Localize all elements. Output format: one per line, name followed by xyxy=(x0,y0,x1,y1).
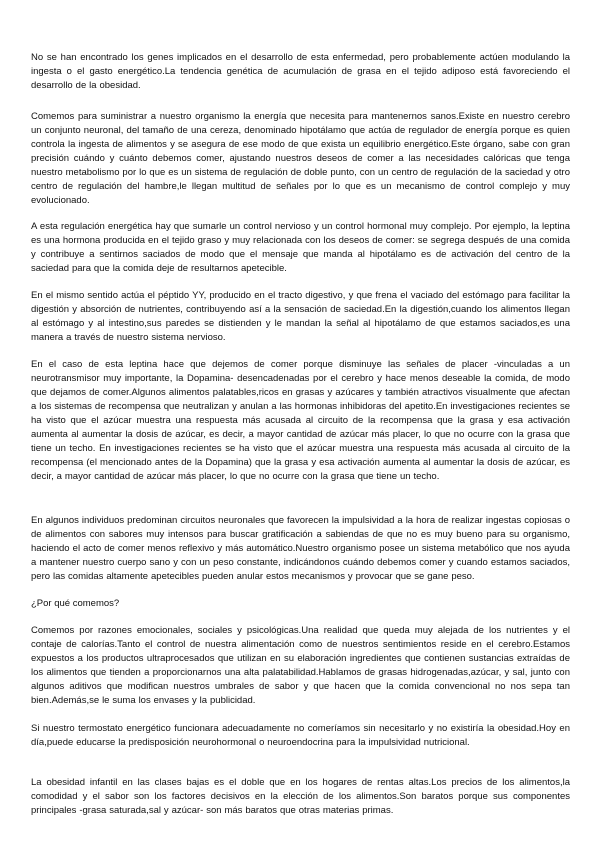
paragraph-genes: No se han encontrado los genes implicados en el desarrollo de esta enfermedad, pero probablemente actúen modulando la ingesta o el gasto energético.La tendencia genética de acumulación de grasa en el tejido adiposo está favoreciendo el desarrollo de la obesidad. xyxy=(31,52,570,91)
paragraph-termostato: Si nuestro termostato energético funcionara adecuadamente no comeríamos sin necesitarlo y no existiría la obesidad.Hoy en día,puede educarse la predisposición neurohormonal o neuroendocrina para la impulsividad nutricional. xyxy=(31,723,570,748)
paragraph-peptido-yy: En el mismo sentido actúa el péptido YY, producido en el tracto digestivo, y que frena el vaciado del estómago para facilitar la digestión y absorción de nutrientes, contribuyendo así a la sensación de saciedad.En la digestión,cuando los alimentos llegan al estómago y al intestino,sus paredes se distienden y le mandan la señal al hipotálamo de que estamos saciados,es una manera a través de nuestro sistema nervioso. xyxy=(31,290,570,343)
paragraph-hipotalamo: Comemos para suministrar a nuestro organismo la energía que necesita para mantenernos sanos.Existe en nuestro cerebro un conjunto neuronal, del tamaño de una cereza, denominado hipotálamo que actúa de regulador de energía porque es quien controla la ingesta de alimentos y se asegura de ese modo de que exista un equilibrio energético.Este órgano, sabe con gran precisión cuándo y cuánto debemos comer, ajustando nuestros deseos de comer a las necesidades calóricas que tenga nuestro metabolismo por lo que es un sistema de regulación de doble punto, con un centro de regulación de la saciedad y otro centro de regulación del hambre,le llegan multitud de señales por lo que es un mecanismo de control complejo y muy evolucionado. xyxy=(31,111,570,206)
paragraph-dopamina: En el caso de esta leptina hace que dejemos de comer porque disminuye las señales de placer -vinculadas a un neurotransmisor muy importante, la Dopamina- desencadenadas por el cerebro y hace menos deseable la comida, de modo que dejamos de comer.Algunos alimentos palatables,ricos en grasas y azúcares y también atractivos visualmente que afectan a los sistemas de recompensa que neutralizan y anulan a las hormonas inhibidoras del apetito.En investigaciones recientes se ha visto que el azúcar muestra una respuesta más acusada al circuito de la recompensa que la grasa y esa activación aumenta al aumentar la dosis de azúcar, es decir, a mayor cantidad de azúcar más placer, lo que no ocurre con la grasa que tiene un techo. En investigaciones recientes se ha visto que el azúcar muestra una respuesta más acusada al circuito de la recompensa (el mencionado antes de la Dopamina) que la grasa y esa activación aumenta al aumentar la dosis de azúcar, es decir, a mayor cantidad de azúcar más placer, lo que no ocurre con la grasa que tiene un techo. xyxy=(31,359,570,482)
paragraph-impulsividad: En algunos individuos predominan circuitos neuronales que favorecen la impulsividad a la hora de realizar ingestas copiosas o de alimentos con sabores muy intensos para buscar gratificación a sabiendas de que no es muy bueno para su organismo, haciendo el acto de comer menos reflexivo y más automático.Nuestro organismo posee un sistema metabólico que nos ayuda a mantener nuestro cuerpo sano y con un peso constante, indicándonos cuándo debemos comer y cuando estamos saciados, pero las comidas altamente apetecibles pueden anular estos mecanismos y provocar que se gane peso. xyxy=(31,515,570,582)
section-heading: ¿Por qué comemos? xyxy=(31,598,120,609)
paragraph-leptina: A esta regulación energética hay que sumarle un control nervioso y un control hormonal muy complejo. Por ejemplo, la leptina es una hormona producida en el tejido graso y muy relacionada con los deseos de comer: se segrega después de una comida y contribuye a sentirnos saciados de modo que el mensaje que manda al hipotálamo es de activación del centro de la saciedad para que la comida deje de resultarnos apetecible. xyxy=(31,221,570,274)
paragraph-razones: Comemos por razones emocionales, sociales y psicológicas.Una realidad que queda muy alejada de los nutrientes y el contaje de calorías.Tanto el control de nuestra alimentación como de nuestros sentimientos reside en el cerebro.Estamos expuestos a los productos ultraprocesados que utilizan en su elaboración ingredientes que contienen sustancias extraídas de los alimentos que tienden a proporcionarnos una alta palatabilidad.Hablamos de grasas hidrogenadas,azúcar, y sal, junto con algunos aditivos que modifican nuestros umbrales de sabor y que hacen que la comida convencional no nos sepa tan bien.Además,se le suma los envases y la publicidad. xyxy=(31,625,570,706)
paragraph-obesidad-infantil: La obesidad infantil en las clases bajas es el doble que en los hogares de rentas altas.Los precios de los alimentos,la comodidad y el sabor son los factores decisivos en la elección de los alimentos.Son baratos porque sus componentes principales -grasa saturada,sal y azúcar- son más baratos que otras materias primas. xyxy=(31,777,570,816)
